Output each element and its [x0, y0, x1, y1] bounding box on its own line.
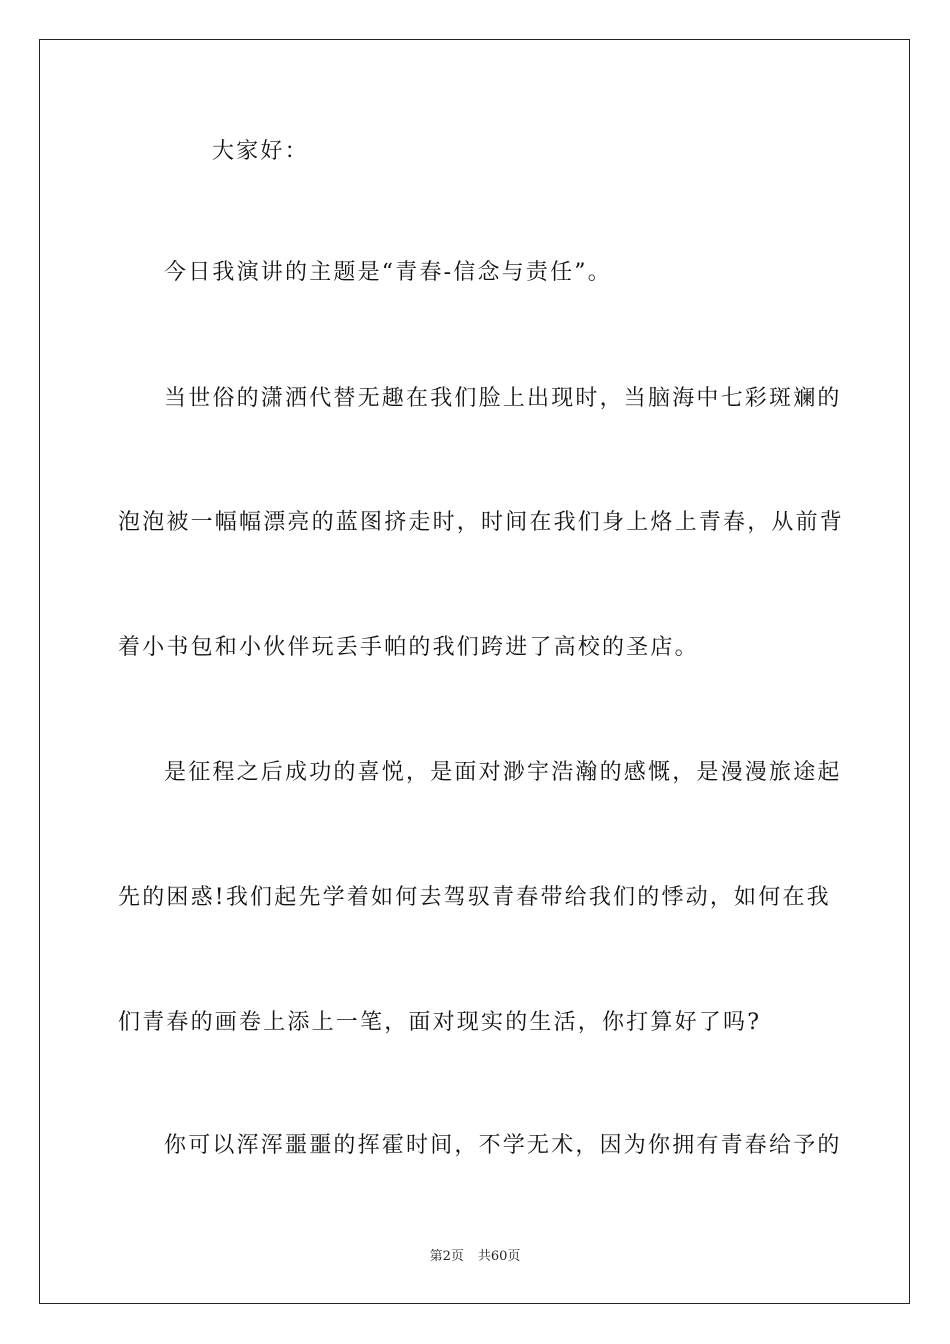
page-border	[39, 39, 910, 1304]
text-line-greeting: 大家好：	[212, 139, 309, 164]
page-number: 第2页	[429, 1249, 464, 1264]
text-line-paragraph2-line1: 是征程之后成功的喜悦，是面对渺宇浩瀚的感慨，是漫漫旅途起	[164, 760, 842, 785]
text-line-topic: 今日我演讲的主题是“青春-信念与责任”。	[164, 260, 612, 285]
text-line-paragraph3-line1: 你可以浑浑噩噩的挥霍时间，不学无术，因为你拥有青春给予的	[164, 1133, 842, 1158]
text-line-paragraph1-line3: 着小书包和小伙伴玩丢手帕的我们跨进了高校的圣店。	[118, 635, 699, 660]
page-total: 共60页	[477, 1249, 521, 1264]
text-line-paragraph2-line3: 们青春的画卷上添上一笔，面对现实的生活，你打算好了吗?	[118, 1010, 762, 1035]
text-line-paragraph1-line2: 泡泡被一幅幅漂亮的蓝图挤走时，时间在我们身上烙上青春，从前背	[118, 510, 845, 535]
text-line-paragraph1-line1: 当世俗的潇洒代替无趣在我们脸上出现时，当脑海中七彩斑斓的	[164, 386, 842, 411]
page-footer	[0, 1248, 950, 1266]
text-line-paragraph2-line2: 先的困惑!我们起先学着如何去驾驭青春带给我们的悸动，如何在我	[118, 885, 831, 910]
